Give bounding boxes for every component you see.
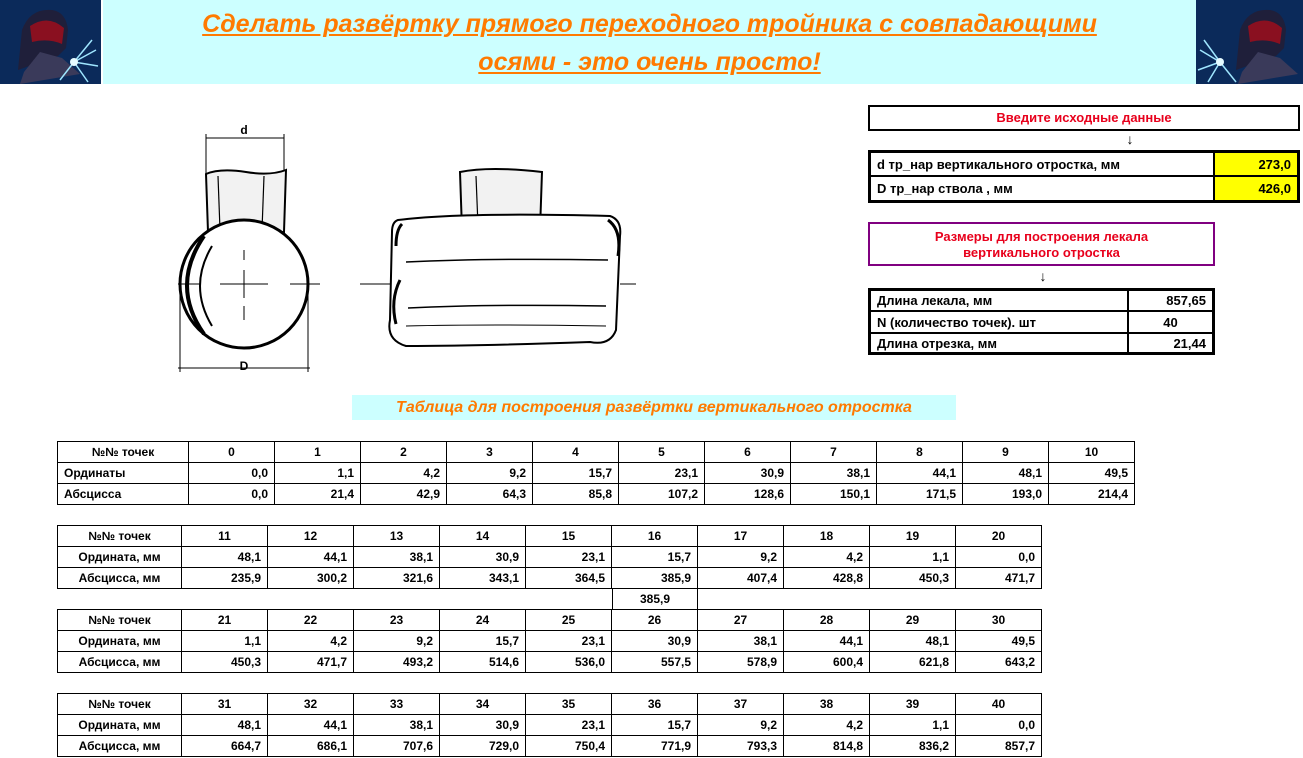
table-cell: 38,1 — [354, 547, 440, 568]
table-cell: 729,0 — [440, 736, 526, 757]
table-cell: 364,5 — [526, 568, 612, 589]
result-value-segment: 21,44 — [1128, 333, 1213, 353]
table-cell: 38 — [784, 694, 870, 715]
ordinates-row — [58, 547, 1042, 568]
table-cell: 450,3 — [182, 652, 268, 673]
welder-logo-right — [1196, 0, 1303, 84]
table-cell: 48,1 — [182, 547, 268, 568]
table-cell: 30,9 — [705, 463, 791, 484]
table-cell: 38,1 — [791, 463, 877, 484]
table-cell: 643,2 — [956, 652, 1042, 673]
table-cell: 9,2 — [698, 715, 784, 736]
table-cell: 621,8 — [870, 652, 956, 673]
table-cell: 171,5 — [877, 484, 963, 505]
table-cell: 33 — [354, 694, 440, 715]
table-cell: 42,9 — [361, 484, 447, 505]
page-title-line-2: осями - это очень просто! — [478, 48, 821, 76]
row-label: №№ точек — [58, 610, 182, 631]
table-cell: 793,3 — [698, 736, 784, 757]
table-cell: 0,0 — [189, 484, 275, 505]
table-cell: 23 — [354, 610, 440, 631]
table-cell: 385,9 — [612, 568, 698, 589]
table-subtitle: Таблица для построения развёртки вертикального отростка — [352, 395, 956, 420]
table-cell: 44,1 — [268, 547, 354, 568]
table-cell: 25 — [526, 610, 612, 631]
table-cell: 107,2 — [619, 484, 705, 505]
table-cell: 343,1 — [440, 568, 526, 589]
row-label: №№ точек — [58, 442, 189, 463]
row-label: Ордината, мм — [58, 715, 182, 736]
row-label: Абсцисса, мм — [58, 652, 182, 673]
table-cell: 214,4 — [1049, 484, 1135, 505]
table-cell: 450,3 — [870, 568, 956, 589]
points-row — [58, 526, 1042, 547]
row-label: Абсцисса, мм — [58, 568, 182, 589]
table-cell: 4,2 — [784, 715, 870, 736]
table-cell: 21,4 — [275, 484, 361, 505]
table-cell: 17 — [698, 526, 784, 547]
table-cell: 471,7 — [268, 652, 354, 673]
table-cell: 557,5 — [612, 652, 698, 673]
results-panel-heading — [868, 222, 1215, 266]
table-cell: 23,1 — [526, 631, 612, 652]
table-cell: 750,4 — [526, 736, 612, 757]
table-cell: 9 — [963, 442, 1049, 463]
points-row — [58, 442, 1135, 463]
table-cell: 321,6 — [354, 568, 440, 589]
row-label: Абсцисса, мм — [58, 736, 182, 757]
table-cell: 5 — [619, 442, 705, 463]
abscissas-row — [58, 652, 1042, 673]
table-cell: 9,2 — [698, 547, 784, 568]
table-cell: 814,8 — [784, 736, 870, 757]
table-cell: 30 — [956, 610, 1042, 631]
table-cell: 9,2 — [447, 463, 533, 484]
points-table-1 — [57, 441, 1135, 505]
table-cell: 150,1 — [791, 484, 877, 505]
table-cell: 6 — [705, 442, 791, 463]
table-cell: 4,2 — [268, 631, 354, 652]
table-cell: 39 — [870, 694, 956, 715]
table-cell: 1,1 — [870, 547, 956, 568]
table-cell: 686,1 — [268, 736, 354, 757]
table-cell: 4 — [533, 442, 619, 463]
table-cell: 27 — [698, 610, 784, 631]
abscissas-row — [58, 484, 1135, 505]
table-cell: 707,6 — [354, 736, 440, 757]
row-label: №№ точек — [58, 694, 182, 715]
points-row — [58, 610, 1042, 631]
table-cell: 28 — [784, 610, 870, 631]
table-cell: 32 — [268, 694, 354, 715]
table-cell: 23,1 — [619, 463, 705, 484]
input-label-D: D тр_нар ствола , мм — [870, 176, 1214, 201]
table-cell: 48,1 — [963, 463, 1049, 484]
table-cell: 22 — [268, 610, 354, 631]
table-cell: 3 — [447, 442, 533, 463]
table-cell: 15,7 — [612, 547, 698, 568]
table-cell: 15,7 — [612, 715, 698, 736]
table-cell: 193,0 — [963, 484, 1049, 505]
table-cell: 23,1 — [526, 547, 612, 568]
table-cell: 15,7 — [440, 631, 526, 652]
table-cell: 578,9 — [698, 652, 784, 673]
input-value-d[interactable]: 273,0 — [1214, 152, 1298, 176]
table-cell: 4,2 — [361, 463, 447, 484]
table-cell: 493,2 — [354, 652, 440, 673]
table-cell: 15,7 — [533, 463, 619, 484]
table-cell: 49,5 — [1049, 463, 1135, 484]
input-value-D[interactable]: 426,0 — [1214, 176, 1298, 201]
table-cell: 128,6 — [705, 484, 791, 505]
table-cell: 2 — [361, 442, 447, 463]
table-cell: 48,1 — [870, 631, 956, 652]
table-cell: 428,8 — [784, 568, 870, 589]
input-panel-heading: Введите исходные данные — [868, 105, 1300, 131]
table-cell: 771,9 — [612, 736, 698, 757]
abscissas-row — [58, 568, 1042, 589]
table-cell: 64,3 — [447, 484, 533, 505]
table-cell: 23,1 — [526, 715, 612, 736]
points-table-4 — [57, 693, 1042, 757]
table-cell: 30,9 — [612, 631, 698, 652]
result-value-points: 40 — [1128, 311, 1213, 333]
table-cell: 37 — [698, 694, 784, 715]
table-cell: 8 — [877, 442, 963, 463]
results-heading-line-2: вертикального отростка — [963, 245, 1120, 260]
arrow-down-icon: ↓ — [1039, 268, 1047, 284]
tee-drawing — [160, 120, 640, 380]
table-cell: 9,2 — [354, 631, 440, 652]
table-cell: 14 — [440, 526, 526, 547]
table-cell: 857,7 — [956, 736, 1042, 757]
table-cell: 34 — [440, 694, 526, 715]
table-cell: 30,9 — [440, 715, 526, 736]
table-cell: 12 — [268, 526, 354, 547]
table-cell: 1,1 — [870, 715, 956, 736]
table-cell: 29 — [870, 610, 956, 631]
ordinates-row — [58, 715, 1042, 736]
row-label: Ордината, мм — [58, 547, 182, 568]
table-cell: 300,2 — [268, 568, 354, 589]
table-cell: 31 — [182, 694, 268, 715]
points-row — [58, 694, 1042, 715]
results-heading-line-1: Размеры для построения лекала — [934, 229, 1149, 244]
table-cell: 10 — [1049, 442, 1135, 463]
table-cell: 4,2 — [784, 547, 870, 568]
table-cell: 26 — [612, 610, 698, 631]
table-cell: 40 — [956, 694, 1042, 715]
table-cell: 44,1 — [784, 631, 870, 652]
table-cell: 1,1 — [182, 631, 268, 652]
table-cell: 16 — [612, 526, 698, 547]
table-cell: 407,4 — [698, 568, 784, 589]
result-value-length: 857,65 — [1128, 290, 1213, 311]
table-cell: 30,9 — [440, 547, 526, 568]
table-cell: 1,1 — [275, 463, 361, 484]
table-cell: 1 — [275, 442, 361, 463]
table-cell: 36 — [612, 694, 698, 715]
table-cell: 18 — [784, 526, 870, 547]
table-cell: 0,0 — [956, 715, 1042, 736]
row-label: Ординаты — [58, 463, 189, 484]
table-cell: 44,1 — [877, 463, 963, 484]
points-table-3 — [57, 609, 1042, 673]
label-D: D — [239, 359, 249, 373]
table-cell: 664,7 — [182, 736, 268, 757]
table-cell: 235,9 — [182, 568, 268, 589]
table-cell: 49,5 — [956, 631, 1042, 652]
row-label: Абсцисса — [58, 484, 189, 505]
ordinates-row — [58, 631, 1042, 652]
loose-abscissa-cell: 385,9 — [612, 588, 698, 610]
result-label-length: Длина лекала, мм — [870, 290, 1128, 311]
table-cell: 48,1 — [182, 715, 268, 736]
table-cell: 38,1 — [698, 631, 784, 652]
table-cell: 7 — [791, 442, 877, 463]
table-cell: 0 — [189, 442, 275, 463]
table-cell: 24 — [440, 610, 526, 631]
points-table-2 — [57, 525, 1042, 589]
arrow-down-icon: ↓ — [1126, 131, 1134, 147]
table-cell: 536,0 — [526, 652, 612, 673]
abscissas-row — [58, 736, 1042, 757]
table-cell: 0,0 — [956, 547, 1042, 568]
table-cell: 20 — [956, 526, 1042, 547]
table-cell: 38,1 — [354, 715, 440, 736]
label-d: d — [240, 123, 248, 137]
input-label-d: d тр_нар вертикального отростка, мм — [870, 152, 1214, 176]
table-cell: 21 — [182, 610, 268, 631]
table-cell: 471,7 — [956, 568, 1042, 589]
table-cell: 11 — [182, 526, 268, 547]
welder-logo-left — [0, 0, 101, 84]
result-label-points: N (количество точек). шт — [870, 311, 1128, 333]
ordinates-row — [58, 463, 1135, 484]
table-cell: 13 — [354, 526, 440, 547]
table-cell: 514,6 — [440, 652, 526, 673]
table-cell: 35 — [526, 694, 612, 715]
table-cell: 19 — [870, 526, 956, 547]
table-cell: 600,4 — [784, 652, 870, 673]
table-cell: 836,2 — [870, 736, 956, 757]
table-cell: 44,1 — [268, 715, 354, 736]
table-cell: 0,0 — [189, 463, 275, 484]
table-cell: 15 — [526, 526, 612, 547]
row-label: №№ точек — [58, 526, 182, 547]
result-label-segment: Длина отрезка, мм — [870, 333, 1128, 353]
table-cell: 85,8 — [533, 484, 619, 505]
page-title-line-1: Сделать развёртку прямого переходного тройника с совпадающими — [202, 10, 1097, 38]
row-label: Ордината, мм — [58, 631, 182, 652]
